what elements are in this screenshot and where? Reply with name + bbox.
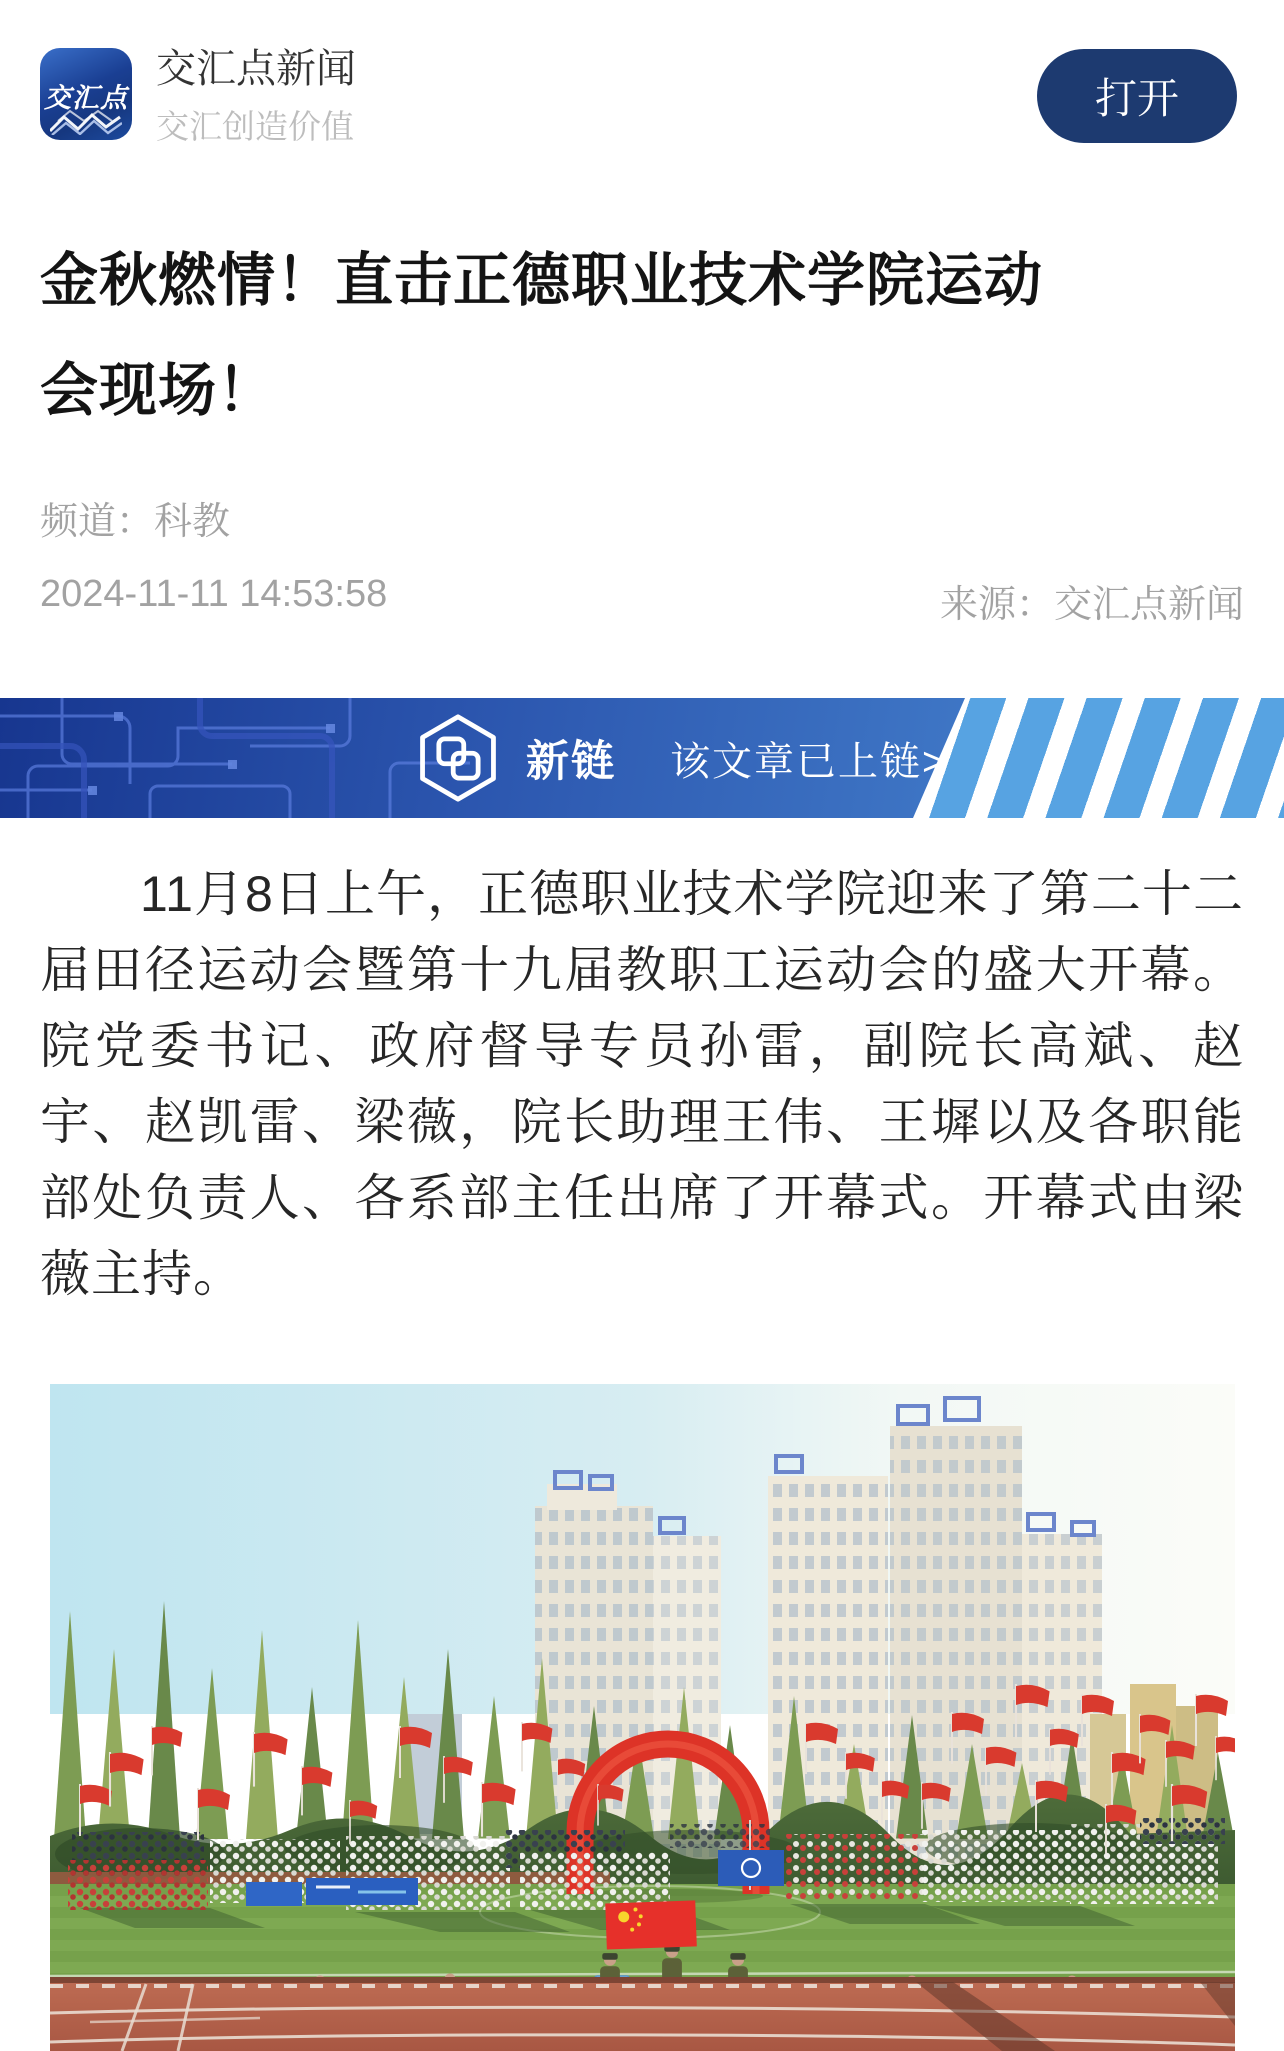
open-app-button[interactable]: 打开 (1037, 49, 1237, 143)
article-title (40, 226, 1244, 446)
app-name: 交汇点新闻 (156, 46, 356, 91)
sports-meeting-photo (50, 1384, 1235, 2051)
logo-wave-icon (50, 109, 122, 135)
banner-onchain-link[interactable]: 该文章已上链> (670, 739, 948, 784)
article-meta-row (40, 573, 1244, 628)
jhd-app-logo-icon (40, 48, 132, 140)
logo-text: 交汇点 (44, 82, 128, 113)
app-tagline: 交汇创造价值 (156, 107, 354, 145)
article-channel: 频道：科教 (40, 501, 231, 543)
banner-content (412, 698, 947, 818)
article-paragraph: 11月8日上午，正德职业技术学院迎来了第二十二届田径运动会暨第十九届教职工运动会的盛大开幕。院党委书记、政府督导专员孙雷，副院长高斌、赵宇、赵凯雷、梁薇，院长助理王伟、王墀以及各职能部处负责人、各系部主任出席了开幕式。开幕式由梁薇主持。 (40, 866, 1244, 1302)
article-title-line2: 会现场！ (40, 358, 277, 423)
blockchain-banner[interactable] (0, 698, 1284, 818)
article-title-line1: 金秋燃情！直击正德职业技术学院运动 (40, 248, 1044, 313)
national-flag (605, 1900, 697, 1949)
banner-badge-label: 新链 (526, 737, 616, 786)
chain-hexagon-icon (412, 712, 504, 804)
app-header (0, 0, 1284, 144)
photo-running-track (50, 1977, 1235, 2051)
article-photo[interactable] (50, 1384, 1235, 2051)
article-source: 来源：交汇点新闻 (939, 584, 1244, 626)
app-info (156, 48, 356, 144)
publish-timestamp: 2024-11-11 14:53:58 (40, 573, 388, 615)
